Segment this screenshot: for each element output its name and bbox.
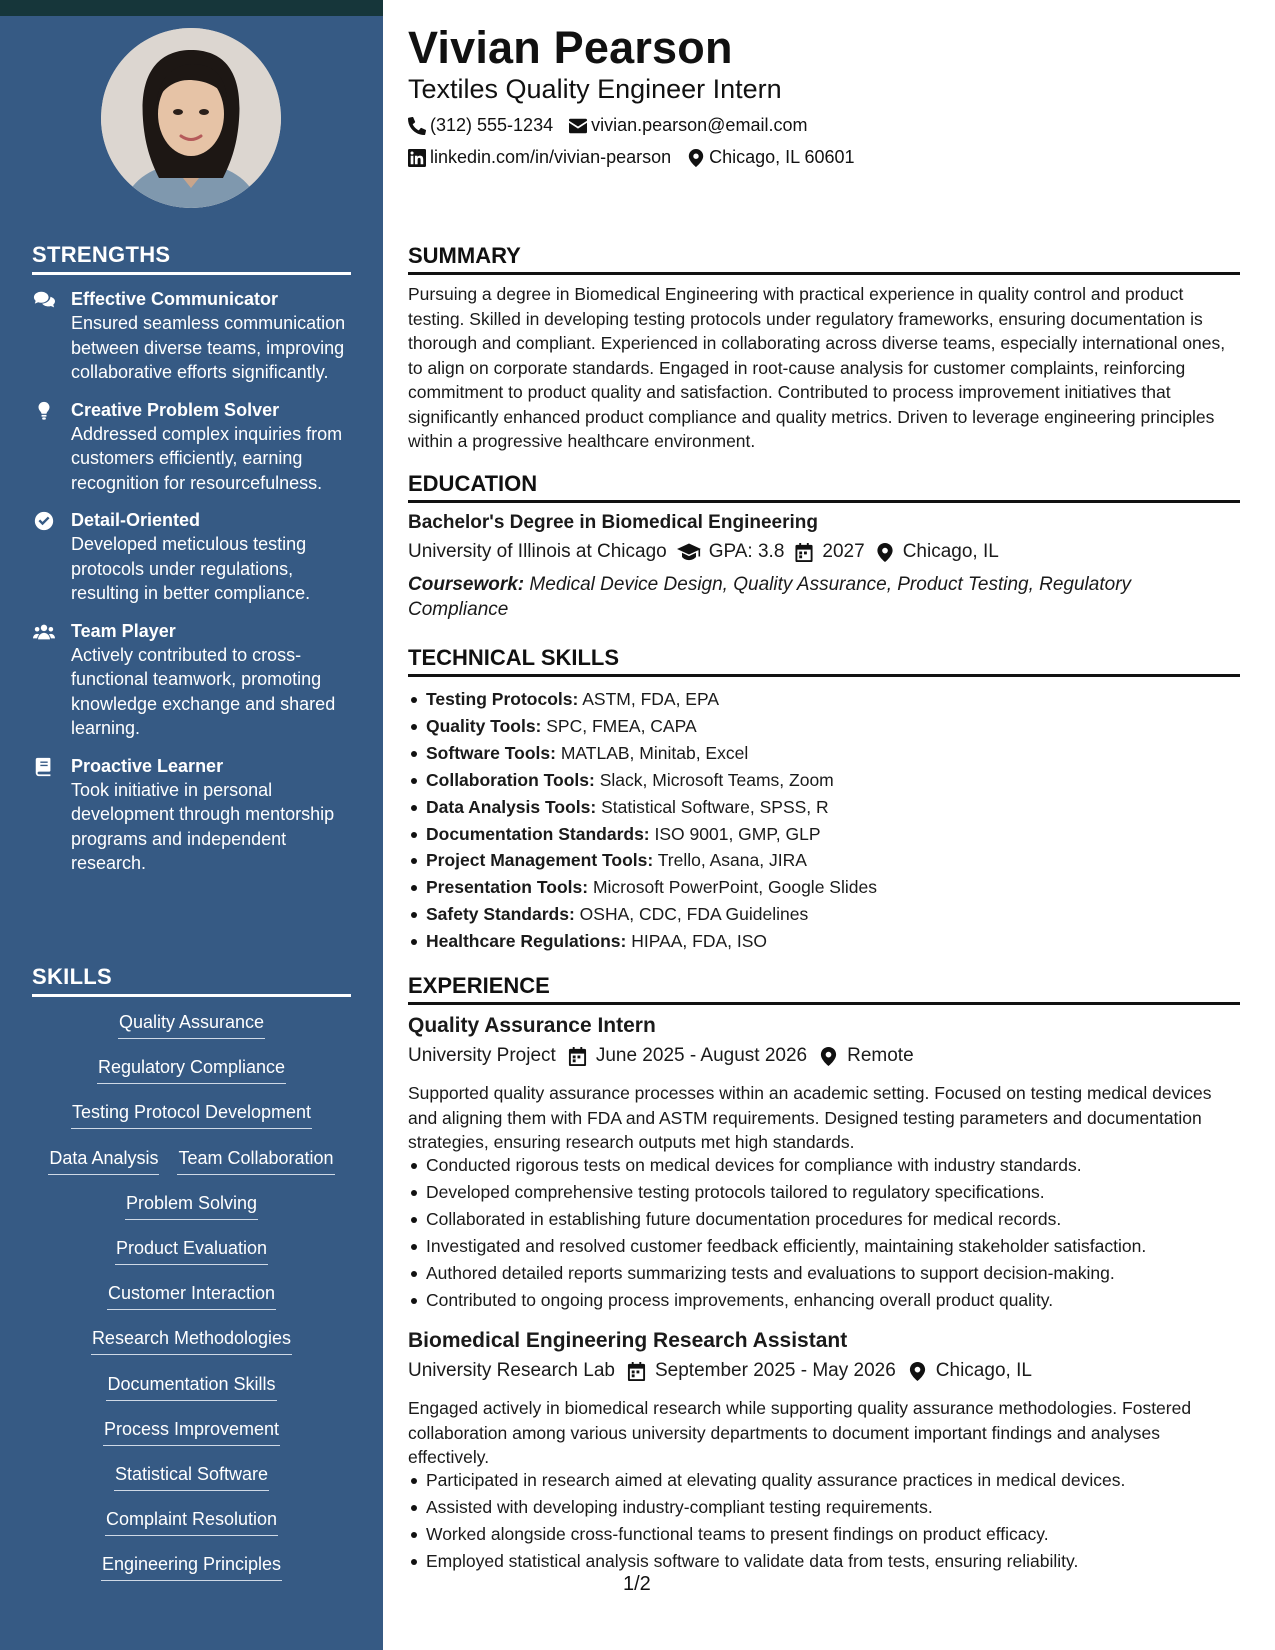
education-year (794, 541, 864, 563)
skill-tag: Team Collaboration (177, 1145, 334, 1175)
strength-desc: Developed meticulous testing protocols under regulations, resulting in better compliance. (71, 534, 311, 603)
job-dates-text: September 2025 - May 2026 (654, 1360, 896, 1381)
strength-title: Effective Communicator (71, 289, 279, 309)
strength-title: Creative Problem Solver (71, 399, 280, 420)
skill-label: Software Tools: (426, 742, 556, 763)
location-text: Chicago, IL 60601 (709, 147, 855, 167)
graduation-cap-icon (677, 543, 701, 562)
skill-tag: Customer Interaction (107, 1280, 276, 1310)
calendar-icon (794, 543, 814, 562)
linkedin-icon (408, 149, 426, 167)
job-bullet: Developed comprehensive testing protocols tailored to regulatory specifications. (426, 1179, 1246, 1206)
strength-item (32, 288, 357, 385)
education-school: University of Illinois at Chicago (408, 541, 667, 562)
skill-value: Statistical Software, SPSS, R (601, 796, 829, 817)
candidate-role: Textiles Quality Engineer Intern (408, 74, 782, 104)
technical-skill-item (426, 767, 1236, 794)
strength-desc: Actively contributed to cross-functional teamwork, promoting knowledge exchange and shared learning. (71, 644, 336, 738)
job-bullet: Worked alongside cross-functional teams to present findings on product efficacy. (426, 1521, 1246, 1548)
skill-tag: Process Improvement (103, 1416, 280, 1446)
technical-skill-item (426, 713, 1236, 740)
lightbulb-icon (32, 401, 56, 421)
linkedin-text: linkedin.com/in/vivian-pearson (430, 147, 672, 167)
users-icon (32, 622, 56, 642)
summary-text: Pursuing a degree in Biomedical Engineering with practical experience in quality control and product testing. Skilled in developing testing protocols under regulatory frameworks, ensuring documentation is thorough and compliant. Experienced in collaborating across diverse teams, especially international ones, to align on corporate standards. Engaged in root-cause analysis for customer complaints, reinforcing commitment to product quality and satisfaction. Contributed to process improvement initiatives that significantly enhanced product compliance and quality metrics. Driven to leverage engineering principles within a progressive healthcare environment. (408, 284, 1226, 451)
technical-skills-heading: TECHNICAL SKILLS (408, 645, 1240, 677)
technical-skill-item (426, 847, 1236, 874)
skill-value: ASTM, FDA, EPA (582, 689, 720, 709)
job-dates (627, 1360, 896, 1382)
job-description: Engaged actively in biomedical research while supporting quality assurance methodologies. Fostered collaboration among various university departments to document important findings and analyses effectively. (408, 1398, 1192, 1467)
skill-value: Slack, Microsoft Teams, Zoom (599, 769, 834, 790)
strength-desc: Ensured seamless communication between diverse teams, improving collaborative efforts significantly. (71, 313, 346, 382)
coursework-text: Medical Device Design, Quality Assurance, Product Testing, Regulatory Compliance (408, 574, 1132, 620)
strength-item (32, 755, 357, 876)
skill-label: Collaboration Tools: (426, 769, 595, 790)
skill-value: HIPAA, FDA, ISO (631, 931, 768, 952)
contact-phone[interactable] (408, 115, 553, 136)
technical-skill-item (426, 874, 1236, 901)
technical-skill-item (426, 821, 1236, 848)
skill-value: MATLAB, Minitab, Excel (560, 742, 749, 763)
strength-title: Detail-Oriented (71, 510, 201, 530)
skill-tag: Engineering Principles (101, 1551, 282, 1581)
sidebar-top-band (0, 0, 383, 16)
calendar-icon (568, 1047, 587, 1066)
year-text: 2027 (822, 541, 865, 562)
comments-icon (32, 290, 56, 310)
contact-linkedin[interactable] (408, 147, 671, 168)
strengths-heading: STRENGTHS (32, 242, 351, 275)
job-bullet: Contributed to ongoing process improvements, enhancing overall product quality. (426, 1287, 1246, 1314)
job-dates (568, 1045, 807, 1067)
envelope-icon (569, 117, 587, 135)
skill-value: OSHA, CDC, FDA Guidelines (579, 904, 809, 925)
calendar-icon (627, 1362, 646, 1381)
summary-heading: SUMMARY (408, 243, 1240, 275)
sidebar (0, 0, 383, 1650)
contact-row (408, 115, 807, 136)
strength-title: Team Player (71, 620, 176, 641)
job-title: Biomedical Engineering Research Assistant (408, 1329, 848, 1352)
coursework-label: Coursework: (408, 574, 525, 595)
skill-label: Healthcare Regulations: (426, 931, 627, 952)
technical-skills-list (426, 686, 1236, 955)
strength-item (32, 509, 357, 606)
contact-location (687, 147, 854, 168)
job-title: Quality Assurance Intern (408, 1014, 656, 1037)
job-meta (408, 1045, 914, 1067)
experience-heading: EXPERIENCE (408, 973, 1240, 1005)
skill-value: SPC, FMEA, CAPA (546, 715, 697, 736)
job-bullet: Collaborated in establishing future documentation procedures for medical records. (426, 1206, 1246, 1233)
education-degree: Bachelor's Degree in Biomedical Engineering (408, 512, 818, 533)
skills-heading: SKILLS (32, 964, 351, 997)
skill-tag: Quality Assurance (118, 1009, 265, 1039)
skill-label: Testing Protocols: (426, 689, 579, 709)
map-pin-icon (875, 543, 895, 562)
education-heading: EDUCATION (408, 471, 1240, 503)
job-location (908, 1360, 1032, 1382)
education-location-text: Chicago, IL (902, 541, 999, 562)
profile-photo-illustration (101, 28, 281, 208)
gpa-text: GPA: 3.8 (708, 541, 785, 562)
job-location-text: Chicago, IL (935, 1360, 1032, 1381)
skills-list (32, 1009, 351, 1596)
skill-value: ISO 9001, GMP, GLP (654, 823, 821, 844)
skill-tag: Statistical Software (114, 1461, 269, 1491)
skill-tag: Regulatory Compliance (97, 1054, 286, 1084)
education-location (875, 541, 999, 563)
job-bullet: Assisted with developing industry-compliant testing requirements. (426, 1494, 1246, 1521)
skill-label: Data Analysis Tools: (426, 796, 597, 817)
strength-desc: Took initiative in personal development through mentorship programs and independent research. (71, 779, 335, 873)
book-icon (32, 757, 56, 777)
skill-label: Safety Standards: (426, 904, 575, 925)
job-bullet: Authored detailed reports summarizing tests and evaluations to support decision-making. (426, 1260, 1246, 1287)
job-meta (408, 1360, 1032, 1382)
map-pin-icon (687, 149, 705, 167)
job-location (819, 1045, 914, 1067)
skill-value: Trello, Asana, JIRA (657, 850, 807, 871)
job-org: University Research Lab (408, 1360, 615, 1381)
candidate-name: Vivian Pearson (408, 22, 733, 73)
job-bullet: Participated in research aimed at elevating quality assurance practices in medical devices. (426, 1467, 1246, 1494)
phone-icon (408, 117, 426, 135)
education-meta (408, 541, 999, 563)
strengths-list (32, 288, 357, 890)
job-bullet: Conducted rigorous tests on medical devices for compliance with industry standards. (426, 1152, 1246, 1179)
skill-tag: Product Evaluation (115, 1235, 268, 1265)
map-pin-icon (908, 1362, 927, 1381)
education-gpa (677, 541, 785, 563)
job-bullets (426, 1467, 1246, 1575)
skill-label: Documentation Standards: (426, 823, 650, 844)
job-description: Supported quality assurance processes within an academic setting. Focused on testing medical devices and aligning them with FDA and ASTM requirements. Designed testing parameters and documentation strategies, ensuring research outputs met high standards. (408, 1083, 1212, 1152)
phone-text: (312) 555-1234 (430, 115, 554, 135)
technical-skill-item (426, 928, 1236, 955)
contact-email[interactable] (569, 115, 807, 136)
education-coursework (408, 573, 1208, 622)
skill-tag: Problem Solving (125, 1190, 258, 1220)
page-number: 1/2 (623, 1573, 651, 1595)
strength-title: Proactive Learner (71, 755, 224, 776)
job-location-text: Remote (847, 1045, 914, 1066)
technical-skill-item (426, 794, 1236, 821)
skill-label: Project Management Tools: (426, 850, 654, 871)
strength-item (32, 620, 357, 741)
email-text: vivian.pearson@email.com (591, 115, 808, 135)
job-bullets (426, 1152, 1246, 1313)
skill-tag: Complaint Resolution (105, 1506, 278, 1536)
skill-value: Microsoft PowerPoint, Google Slides (592, 877, 877, 898)
skill-tag: Testing Protocol Development (71, 1099, 312, 1129)
technical-skill-item (426, 901, 1236, 928)
skill-label: Presentation Tools: (426, 877, 589, 898)
technical-skill-item (426, 686, 1236, 713)
job-bullet: Investigated and resolved customer feedback efficiently, maintaining stakeholder satisfaction. (426, 1233, 1246, 1260)
check-circle-icon (32, 511, 56, 531)
job-org: University Project (408, 1045, 556, 1066)
profile-photo (101, 28, 281, 208)
job-dates-text: June 2025 - August 2026 (595, 1045, 808, 1066)
skill-tag: Data Analysis (48, 1145, 159, 1175)
contact-row (408, 147, 855, 168)
strength-desc: Addressed complex inquiries from customers efficiently, earning recognition for resourcefulness. (71, 423, 343, 493)
skill-tag: Research Methodologies (91, 1325, 292, 1355)
map-pin-icon (819, 1047, 838, 1066)
technical-skill-item (426, 740, 1236, 767)
strength-item (32, 399, 357, 496)
skill-tag: Documentation Skills (106, 1371, 276, 1401)
job-bullet: Employed statistical analysis software to validate data from tests, ensuring reliability. (426, 1548, 1246, 1575)
skill-label: Quality Tools: (426, 715, 542, 736)
